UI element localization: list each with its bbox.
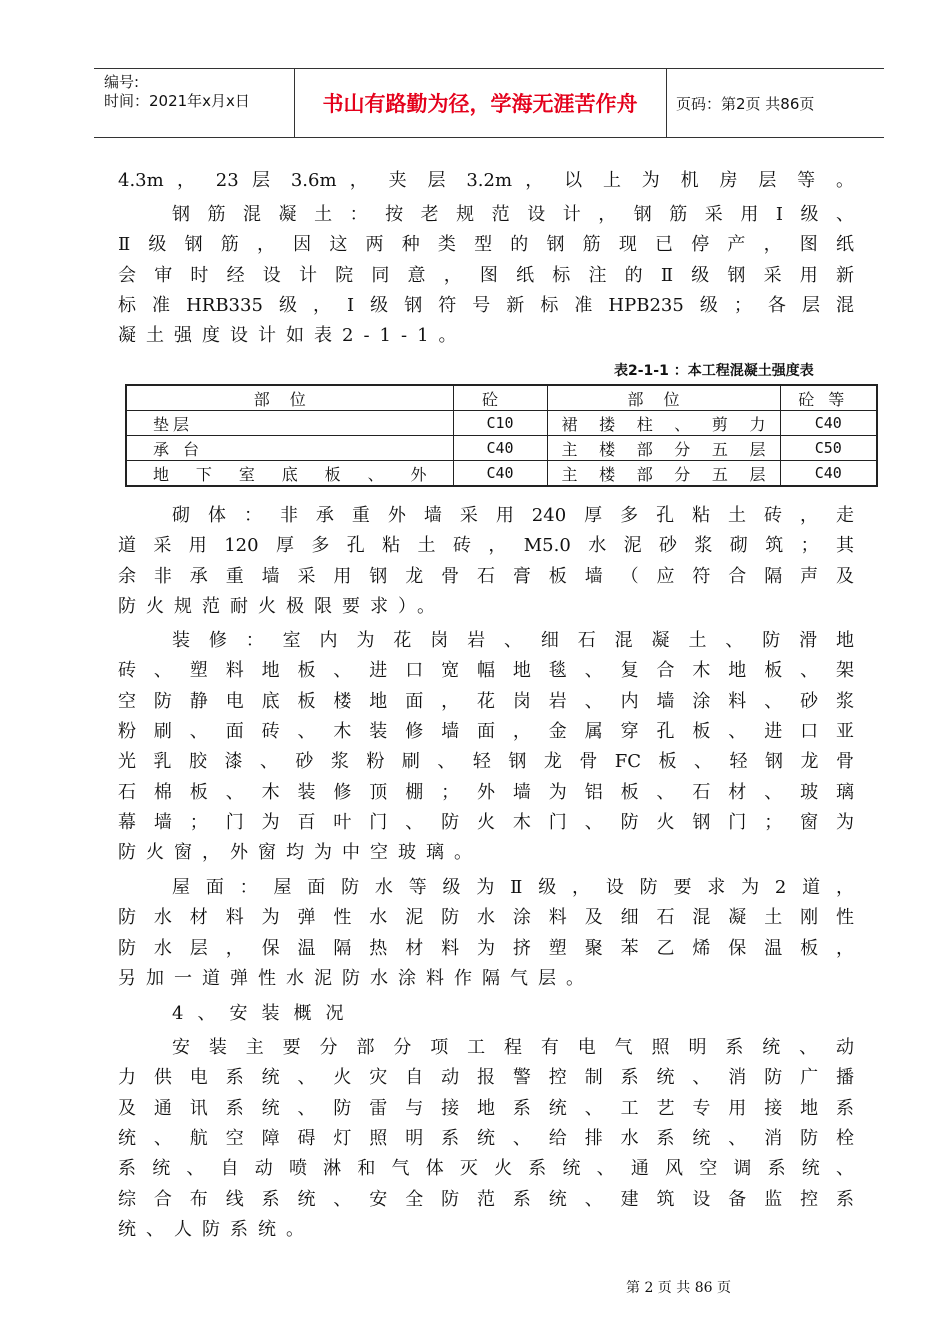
paragraph-line: 会审时经设计院同意，图纸标注的Ⅱ级钢采用新 <box>118 265 854 286</box>
paragraph-line: 防水层，保温隔热材料为挤塑聚苯乙烯保温板， <box>118 938 854 959</box>
table-row <box>126 411 877 436</box>
table-cell: C40 <box>780 411 877 436</box>
page-footer: 第 2 页 共 86 页 <box>626 1280 731 1296</box>
table-header-cell: 砼等 <box>780 385 877 411</box>
paragraph-line: 防火规范耐火极限要求）。 <box>118 596 445 617</box>
table-header-cell: 部位 <box>547 385 780 411</box>
table-row <box>126 436 877 461</box>
paragraph-line: 光乳胶漆、砂浆粉刷、轻钢龙骨FC板、轻钢龙骨 <box>118 751 854 772</box>
paragraph-line: 道采用120厚多孔粘土砖，M5.0水泥砂浆砌筑；其 <box>118 535 854 556</box>
table-cell: C40 <box>780 461 877 487</box>
page-header <box>94 68 884 138</box>
paragraph-line: 钢筋混凝土：按老规范设计，钢筋采用Ⅰ级、 <box>172 204 854 225</box>
paragraph-line: 粉刷、面砖、木装修墙面，金属穿孔板、进口亚 <box>118 721 854 742</box>
paragraph-line: 综合布线系统、安全防范系统、建筑设备监控系 <box>118 1189 854 1210</box>
paragraph-line: 安装主要分部分项工程有电气照明系统、动 <box>172 1037 854 1058</box>
paragraph-line: 另加一道弹性水泥防水涂料作隔气层。 <box>118 968 594 989</box>
header-motto: 书山有路勤为径，学海无涯苦作舟 <box>294 69 667 137</box>
paragraph-line: 系统、自动喷淋和气体灭火系统、通风空调系统、 <box>118 1158 854 1179</box>
paragraph-line: 砌体：非承重外墙采用240厚多孔粘土砖，走 <box>172 505 854 526</box>
paragraph-line: 防火窗，外窗均为中空玻璃。 <box>118 842 482 863</box>
paragraph-line: 标准HRB335级，Ⅰ级钢符号新标准HPB235级；各层混 <box>118 295 854 316</box>
table-header-cell: 砼 <box>453 385 547 411</box>
table-cell: 承台 <box>126 436 453 461</box>
doc-number-label: 编号: <box>104 73 140 91</box>
paragraph-line: 装修：室内为花岗岩、细石混凝土、防滑地 <box>172 630 854 651</box>
table-cell: C10 <box>453 411 547 436</box>
paragraph-line: 空防静电底板楼地面，花岗岩、内墙涂料、砂浆 <box>118 691 854 712</box>
table-cell: C50 <box>780 436 877 461</box>
table-cell: 主楼部分五层 <box>547 461 780 487</box>
paragraph-line: 屋面：屋面防水等级为Ⅱ级，设防要求为2道， <box>172 877 854 898</box>
table-header-row <box>126 385 877 411</box>
table-row <box>126 461 877 487</box>
paragraph-line: 及通讯系统、防雷与接地系统、工艺专用接地系 <box>118 1098 854 1119</box>
paragraph-line: 余非承重墙采用钢龙骨石膏板墙（应符合隔声及 <box>118 566 854 587</box>
paragraph-line: 4.3m ， 23 层 3.6m ， 夹 层 3.2m ， 以 上 为 机 房 层 等 。 <box>118 170 854 191</box>
paragraph-line: 石棉板、木装修顶棚；外墙为铝板、石材、玻璃 <box>118 782 854 803</box>
paragraph-line: 幕墙；门为百叶门、防火木门、防火钢门；窗为 <box>118 812 854 833</box>
paragraph-line: 统、航空障碍灯照明系统、给排水系统、消防栓 <box>118 1128 854 1149</box>
paragraph-line: 力供电系统、火灾自动报警控制系统、消防广播 <box>118 1067 854 1088</box>
paragraph-line: 4、安装概况 <box>172 1003 358 1024</box>
doc-time-label: 时间：2021年x月x日 <box>104 92 250 110</box>
table-cell: 裙搂柱、剪力 <box>547 411 780 436</box>
table-cell: C40 <box>453 436 547 461</box>
table-cell: C40 <box>453 461 547 487</box>
table-cell: 垫层 <box>126 411 453 436</box>
paragraph-line: 统、人防系统。 <box>118 1219 314 1240</box>
table-cell: 主楼部分五层 <box>547 436 780 461</box>
table-header-cell: 部位 <box>126 385 453 411</box>
paragraph-line: 凝土强度设计如表2-1-1。 <box>118 325 467 346</box>
header-meta <box>94 69 295 137</box>
paragraph-line: Ⅱ级钢筋，因这两种类型的钢筋现已停产，图纸 <box>118 234 854 255</box>
table-caption: 表2-1-1 ：本工程混凝土强度表 <box>614 363 814 379</box>
paragraph-line: 防水材料为弹性水泥防水涂料及细石混凝土刚性 <box>118 907 854 928</box>
paragraph-line: 砖、塑料地板、进口宽幅地毯、复合木地板、架 <box>118 660 854 681</box>
concrete-strength-table <box>125 384 878 487</box>
header-page-info: 页码：第2页 共86页 <box>676 95 815 113</box>
table-cell: 地下室底板、外 <box>126 461 453 487</box>
